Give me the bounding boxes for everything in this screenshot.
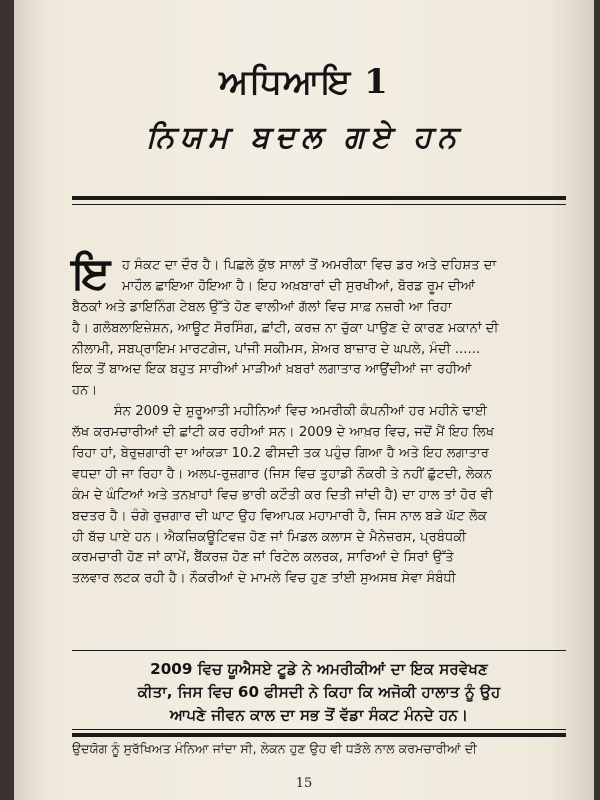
para1-line: ਹੈ। ਗਲੋਬਲਾਇਜ਼ੇਸ਼ਨ, ਆਊਟ ਸੋਰਸਿੰਗ, ਛਾਂਟੀ, ਕਰਜ਼ ਨਾ ਚੁੱਕਾ ਪਾਉਣ ਦੇ ਕਾਰਣ ਮਕਾਨਾਂ ਦੀ [72,320,499,336]
title-rule-thick [72,196,566,200]
pull-quote [72,658,566,727]
para1-line: ਮਾਹੌਲ ਛਾਇਆ ਹੋਇਆ ਹੈ। ਇਹ ਅਖ਼ਬਾਰਾਂ ਦੀ ਸੁਰਖੀਆਂ, ਬੋਰਡ ਰੂਮ ਦੀਆਂ [122,278,476,294]
continuation-line: ਉਦਯੋਗ ਨੂੰ ਸੁਰੱਖਿਅਤ ਮੰਨਿਆ ਜਾਂਦਾ ਸੀ, ਲੇਕਨ ਹੁਣ ਉਹ ਵੀ ਧੜੱਲੇ ਨਾਲ ਕਰਮਚਾਰੀਆਂ ਦੀ [72,741,477,756]
quote-rule-bottom-thin [72,729,566,730]
para2-line: ਹੀ ਬੱਚ ਪਾਏ ਹਨ। ਐਕਜ਼ਿਕਊਟਿਵਜ਼ ਹੋਣ ਜਾਂ ਮਿਡਲ ਕਲਾਸ ਦੇ ਮੈਨੇਜ਼ਰਸ, ਪ੍ਰਬੰਧਕੀ [72,529,467,545]
para2-line: ਕੰਮ ਦੇ ਘੰਟਿਆਂ ਅਤੇ ਤਨਖ਼ਾਹਾਂ ਵਿਚ ਭਾਰੀ ਕਟੌਤੀ ਕਰ ਦਿਤੀ ਜਾਂਦੀ ਹੈ) ਦਾ ਹਾਲ ਤਾਂ ਹੋਰ ਵੀ [72,487,493,503]
body-text [72,256,566,590]
para2-line: ਕਰਮਚਾਰੀ ਹੋਣ ਜਾਂ ਕਾਮੇਂ, ਬੈਂਕਰਜ਼ ਹੋਣ ਜਾਂ ਰਿਟੇਲ ਕਲਰਕ, ਸਾਰਿਆਂ ਦੇ ਸਿਰਾਂ ਉੱਤੇ [72,550,454,566]
chapter-title: ਨਿਯਮ ਬਦਲ ਗਏ ਹਨ [145,120,463,155]
pull-quote-line: ਆਪਣੇ ਜੀਵਨ ਕਾਲ ਦਾ ਸਭ ਤੋਂ ਵੱਡਾ ਸੰਕਟ ਮੰਨਦੇ ਹਨ। [169,706,469,724]
quote-rule-top [72,650,566,651]
drop-cap: ਇ [72,248,111,299]
title-rule-thin [72,204,566,205]
para2-line: ਤਲਵਾਰ ਲਟਕ ਰਹੀ ਹੈ। ਨੌਕਰੀਆਂ ਦੇ ਮਾਮਲੇ ਵਿਚ ਹੁਣ ਤਾਂਈ ਸੁਅਸਥ ਸੇਵਾ ਸੰਬੰਧੀ [72,571,456,587]
quote-rule-bottom-thick [72,733,566,737]
para2-line: ਰਿਹਾ ਹਾਂ, ਬੇਰੁਜ਼ਗਾਰੀ ਦਾ ਆਂਕੜਾ 10.2 ਫੀਸਦੀ ਤਕ ਪਹੁੰਚ ਗਿਆ ਹੈ ਅਤੇ ਇਹ ਲਗਾਤਾਰ [72,446,489,462]
chapter-heading: ਅਧਿਆਇ 1 [219,62,389,102]
para2-line: ਸੰਨ 2009 ਦੇ ਸ਼ੁਰੂਆਤੀ ਮਹੀਨਿਆਂ ਵਿਚ ਅਮਰੀਕੀ ਕੰਪਨੀਆਂ ਹਰ ਮਹੀਨੇ ਢਾਈ [114,404,488,420]
para1-line: ਇਕ ਤੋਂ ਬਾਅਦ ਇਕ ਬਹੁਤ ਸਾਰੀਆਂ ਮਾੜੀਆਂ ਖ਼ਬਰਾਂ ਲਗਾਤਾਰ ਆਉਂਦੀਆਂ ਜਾ ਰਹੀਆਂ [72,362,472,378]
pull-quote-line: ਕੀਤਾ, ਜਿਸ ਵਿਚ 60 ਫੀਸਦੀ ਨੇ ਕਿਹਾ ਕਿ ਅਜੋਕੀ ਹਾਲਾਤ ਨੂੰ ਉਹ [137,683,501,701]
para1-line: ਨੀਲਾਮੀ, ਸਬਪ੍ਰਾਇਮ ਮਾਰਟਗੇਜ, ਪਾਂਜੀ ਸਕੀਮਸ, ਸ਼ੇਅਰ ਬਾਜ਼ਾਰ ਦੇ ਘਪਲੇ, ਮੰਦੀ ...... [72,341,481,357]
para2-line: ਲੱਖ ਕਰਮਚਾਰੀਆਂ ਦੀ ਛਾਂਟੀ ਕਰ ਰਹੀਆਂ ਸਨ। 2009 ਦੇ ਆਖ਼ਰ ਵਿਚ, ਜਦੋਂ ਮੈਂ ਇਹ ਲਿਖ [72,425,495,441]
para2-line: ਬਦਤਰ ਹੈ। ਚੰਗੇ ਰੁਜ਼ਗਾਰ ਦੀ ਘਾਟ ਉਹ ਵਿਆਪਕ ਮਹਾਮਾਰੀ ਹੈ, ਜਿਸ ਨਾਲ ਬੜੇ ਘੱਟ ਲੋਕ [72,508,487,524]
book-page [14,0,594,800]
para2-line: ਵਧਦਾ ਹੀ ਜਾ ਰਿਹਾ ਹੈ। ਅਲਪ-ਰੁਜ਼ਗਾਰ (ਜਿਸ ਵਿਚ ਤੁਹਾਡੀ ਨੌਕਰੀ ਤੇ ਨਹੀਂ ਛੁੱਟਦੀ, ਲੇਕਨ [72,466,493,482]
para1-line: ਹ ਸੰਕਟ ਦਾ ਦੌਰ ਹੈ। ਪਿਛਲੇ ਕੁੱਝ ਸਾਲਾਂ ਤੋਂ ਅਮਰੀਕਾ ਵਿਚ ਡਰ ਅਤੇ ਦਹਿਸ਼ਤ ਦਾ [122,258,497,273]
page-number: 15 [295,776,313,791]
para1-line: ਬੈਠਕਾਂ ਅਤੇ ਡਾਇਨਿੰਗ ਟੇਬਲ ਉੱਤੇ ਹੋਣ ਵਾਲੀਆਂ ਗੱਲਾਂ ਵਿਚ ਸਾਫ਼ ਨਜ਼ਰੀ ਆ ਰਿਹਾ [72,299,452,315]
para1-line: ਹਨ। [72,383,98,399]
pull-quote-line: 2009 ਵਿਚ ਯੂਐਸਏ ਟੂਡੇ ਨੇ ਅਮਰੀਕੀਆਂ ਦਾ ਇਕ ਸਰਵੇਖਣ [150,660,488,678]
